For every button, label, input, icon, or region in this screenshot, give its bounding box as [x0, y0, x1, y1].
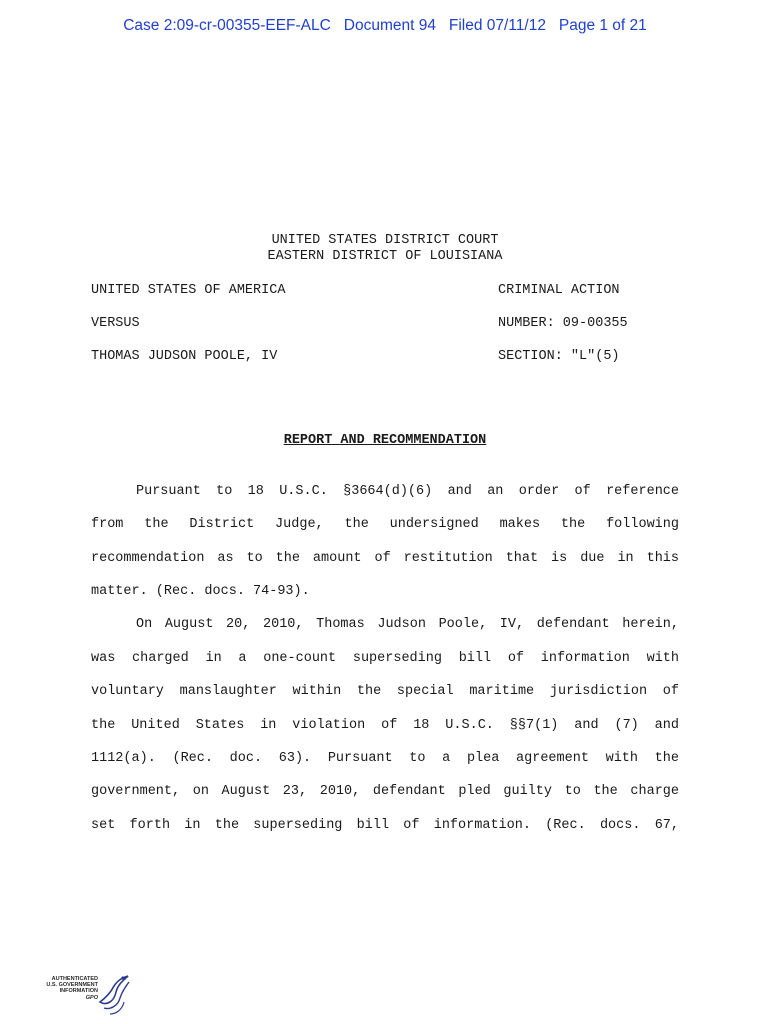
- caption-versus: VERSUS: [91, 316, 140, 331]
- seal-text-line: AUTHENTICATED: [51, 976, 98, 982]
- caption-case-number: NUMBER: 09-00355: [498, 316, 628, 331]
- court-name: UNITED STATES DISTRICT COURT: [271, 233, 499, 248]
- gpo-authentication-seal: [42, 972, 134, 1018]
- caption-defendant: THOMAS JUDSON POOLE, IV: [91, 349, 278, 364]
- body-line: the United States in violation of 18 U.S.C. §§7(1) and (7) and: [91, 718, 679, 733]
- body-line: government, on August 23, 2010, defendant pled guilty to the charge: [91, 784, 679, 799]
- body-line: voluntary manslaughter within the special maritime jurisdiction of: [91, 684, 679, 699]
- eagle-seal-icon: [96, 972, 130, 1018]
- seal-text-line: INFORMATION: [59, 988, 98, 995]
- document-title: REPORT AND RECOMMENDATION: [283, 433, 487, 448]
- body-line: from the District Judge, the undersigned makes the following: [91, 517, 679, 532]
- body-line: set forth in the superseding bill of information. (Rec. docs. 67,: [91, 818, 679, 833]
- body-line: On August 20, 2010, Thomas Judson Poole, IV, defendant herein,: [136, 617, 679, 632]
- body-line: recommendation as to the amount of restitution that is due in this: [91, 551, 679, 566]
- caption-action-type: CRIMINAL ACTION: [498, 283, 620, 298]
- seal-text-line: GPO: [85, 994, 98, 1001]
- body-line: 1112(a). (Rec. doc. 63). Pursuant to a plea agreement with the: [91, 751, 679, 766]
- caption-plaintiff: UNITED STATES OF AMERICA: [91, 283, 286, 298]
- seal-label: [42, 976, 98, 1001]
- body-line: Pursuant to 18 U.S.C. §3664(d)(6) and an order of reference: [136, 484, 679, 499]
- court-district: EASTERN DISTRICT OF LOUISIANA: [267, 249, 503, 264]
- seal-text-line: U.S. GOVERNMENT: [46, 982, 98, 989]
- case-header-stamp: Case 2:09-cr-00355-EEF-ALC Document 94 Filed 07/11/12 Page 1 of 21: [123, 17, 647, 34]
- body-line: was charged in a one-count superseding bill of information with: [91, 651, 679, 666]
- caption-section: SECTION: "L"(5): [498, 349, 620, 364]
- body-line: matter. (Rec. docs. 74-93).: [91, 584, 310, 599]
